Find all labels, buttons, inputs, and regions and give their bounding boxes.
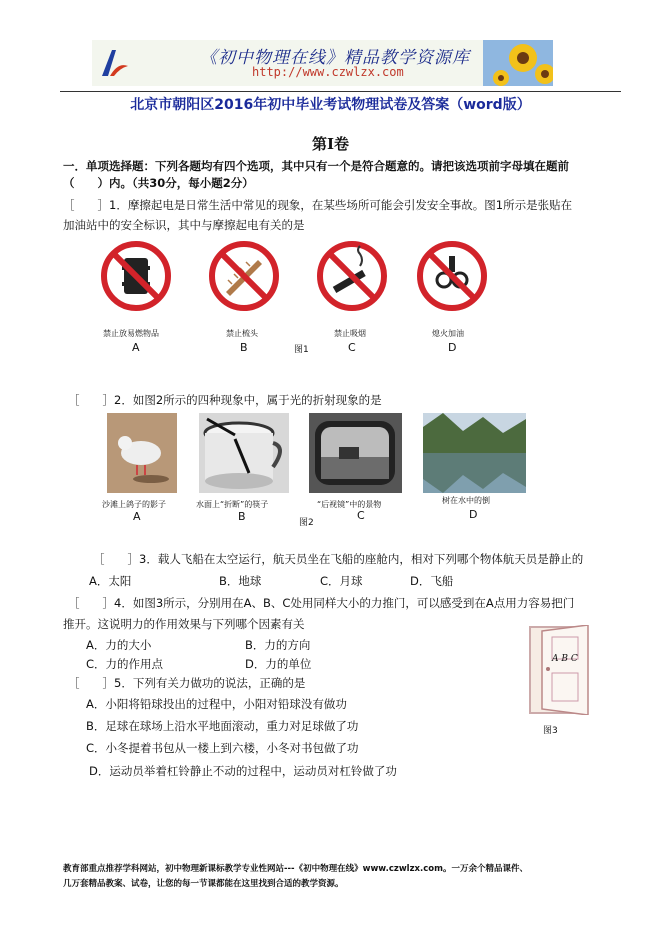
q1-caption-c: 禁止吸烟: [334, 329, 366, 338]
door-figure-icon: [528, 625, 592, 715]
header-rule: [60, 91, 621, 92]
q2-caption-b: 水面上“折断”的筷子: [196, 500, 269, 509]
q3-option-c: C．月球: [320, 574, 363, 588]
banner-title: 《初中物理在线》精品教学资源库: [200, 48, 470, 68]
sunflower-icon: [483, 40, 553, 86]
q1-line2: 加油站中的安全标识，其中与摩擦起电有关的是: [63, 218, 305, 232]
q3-option-d: D．飞船: [410, 574, 454, 588]
q2-letter-d: D: [469, 508, 478, 521]
q2-figure-label: 图2: [299, 518, 314, 528]
lake-reflection-photo: [423, 413, 526, 493]
door-point-labels: A B C: [552, 654, 578, 664]
pigeon-photo: [107, 413, 177, 493]
q2-caption-a: 沙滩上鸽子的影子: [102, 500, 166, 509]
q3-text: ［ ］3．载人飞船在太空运行，航天员坐在飞船的座舱内，相对下列哪个物体航天员是静止的: [93, 552, 584, 566]
q2-letter-b: B: [238, 510, 246, 523]
q1-letter-a: A: [132, 341, 140, 354]
q5-option-a: A．小阳将铅球投出的过程中，小阳对铅球没有做功: [86, 697, 347, 711]
q1-letter-c: C: [348, 341, 356, 354]
q1-caption-d: 熄火加油: [432, 329, 464, 338]
q4-option-a: A．力的大小: [86, 638, 152, 652]
q3-option-a: A．太阳: [89, 574, 132, 588]
q1-caption-a: 禁止放易燃物品: [103, 329, 159, 338]
q1-letter-d: D: [448, 341, 457, 354]
q2-caption-d: 树在水中的倒: [442, 496, 490, 505]
section-instructions-line2: （ ）内。（共30分，每小题2分）: [63, 176, 254, 190]
site-logo-icon: [98, 46, 132, 80]
q4-option-d: D．力的单位: [245, 657, 312, 671]
q3-option-b: B．地球: [219, 574, 262, 588]
document-title: 北京市朝阳区2016年初中毕业考试物理试卷及答案（word版）: [130, 97, 531, 113]
q1-figure-label: 图1: [294, 345, 309, 355]
q5-text: ［ ］5．下列有关力做功的说法，正确的是: [68, 676, 306, 690]
q5-option-b: B．足球在球场上沿水平地面滚动，重力对足球做了功: [86, 719, 359, 733]
q4-figure-label: 图3: [543, 726, 558, 736]
rearview-mirror-photo: [309, 413, 402, 493]
no-combing-sign-icon: [208, 240, 280, 312]
q5-option-d: D．运动员举着杠铃静止不动的过程中，运动员对杠铃做了功: [89, 764, 397, 778]
q1-caption-b: 禁止梳头: [226, 329, 258, 338]
q4-line2: 推开。这说明力的作用效果与下列哪个因素有关: [63, 617, 305, 631]
q1-letter-b: B: [240, 341, 248, 354]
volume-heading: 第Ⅰ卷: [311, 135, 350, 153]
footer-line2: 几万套精品教案、试卷，让您的每一节课都能在这里找到合适的教学资源。: [63, 879, 344, 889]
q5-option-c: C．小冬提着书包从一楼上到六楼，小冬对书包做了功: [86, 741, 359, 755]
no-smoking-sign-icon: [316, 240, 388, 312]
section-instructions-line1: 一．单项选择题：下列各题均有四个选项，其中只有一个是符合题意的。请把该选项前字母填在题前: [63, 159, 569, 173]
q1-line1: ［ ］1．摩擦起电是日常生活中常见的现象，在某些场所可能会引发安全事故。图1所示是张贴在: [63, 198, 573, 212]
q2-text: ［ ］2．如图2所示的四种现象中，属于光的折射现象的是: [68, 393, 382, 407]
banner-url: http://www.czwlzx.com: [252, 65, 404, 79]
site-banner: [92, 40, 553, 86]
cup-chopstick-photo: [199, 413, 289, 493]
q4-option-b: B．力的方向: [245, 638, 311, 652]
footer-line1: 教育部重点推荐学科网站，初中物理新课标教学专业性网站---《初中物理在线》www.czwlzx.com。一万余个精品课件、: [63, 864, 528, 874]
q4-option-c: C．力的作用点: [86, 657, 164, 671]
q4-line1: ［ ］4．如图3所示，分别用在A、B、C处用同样大小的力推门，可以感受到在A点用力容易把门: [68, 596, 575, 610]
q2-letter-a: A: [133, 510, 141, 523]
q2-caption-c: “后视镜”中的景物: [317, 500, 382, 509]
no-flammable-sign-icon: [100, 240, 172, 312]
engine-off-sign-icon: [416, 240, 488, 312]
q2-letter-c: C: [357, 509, 365, 522]
